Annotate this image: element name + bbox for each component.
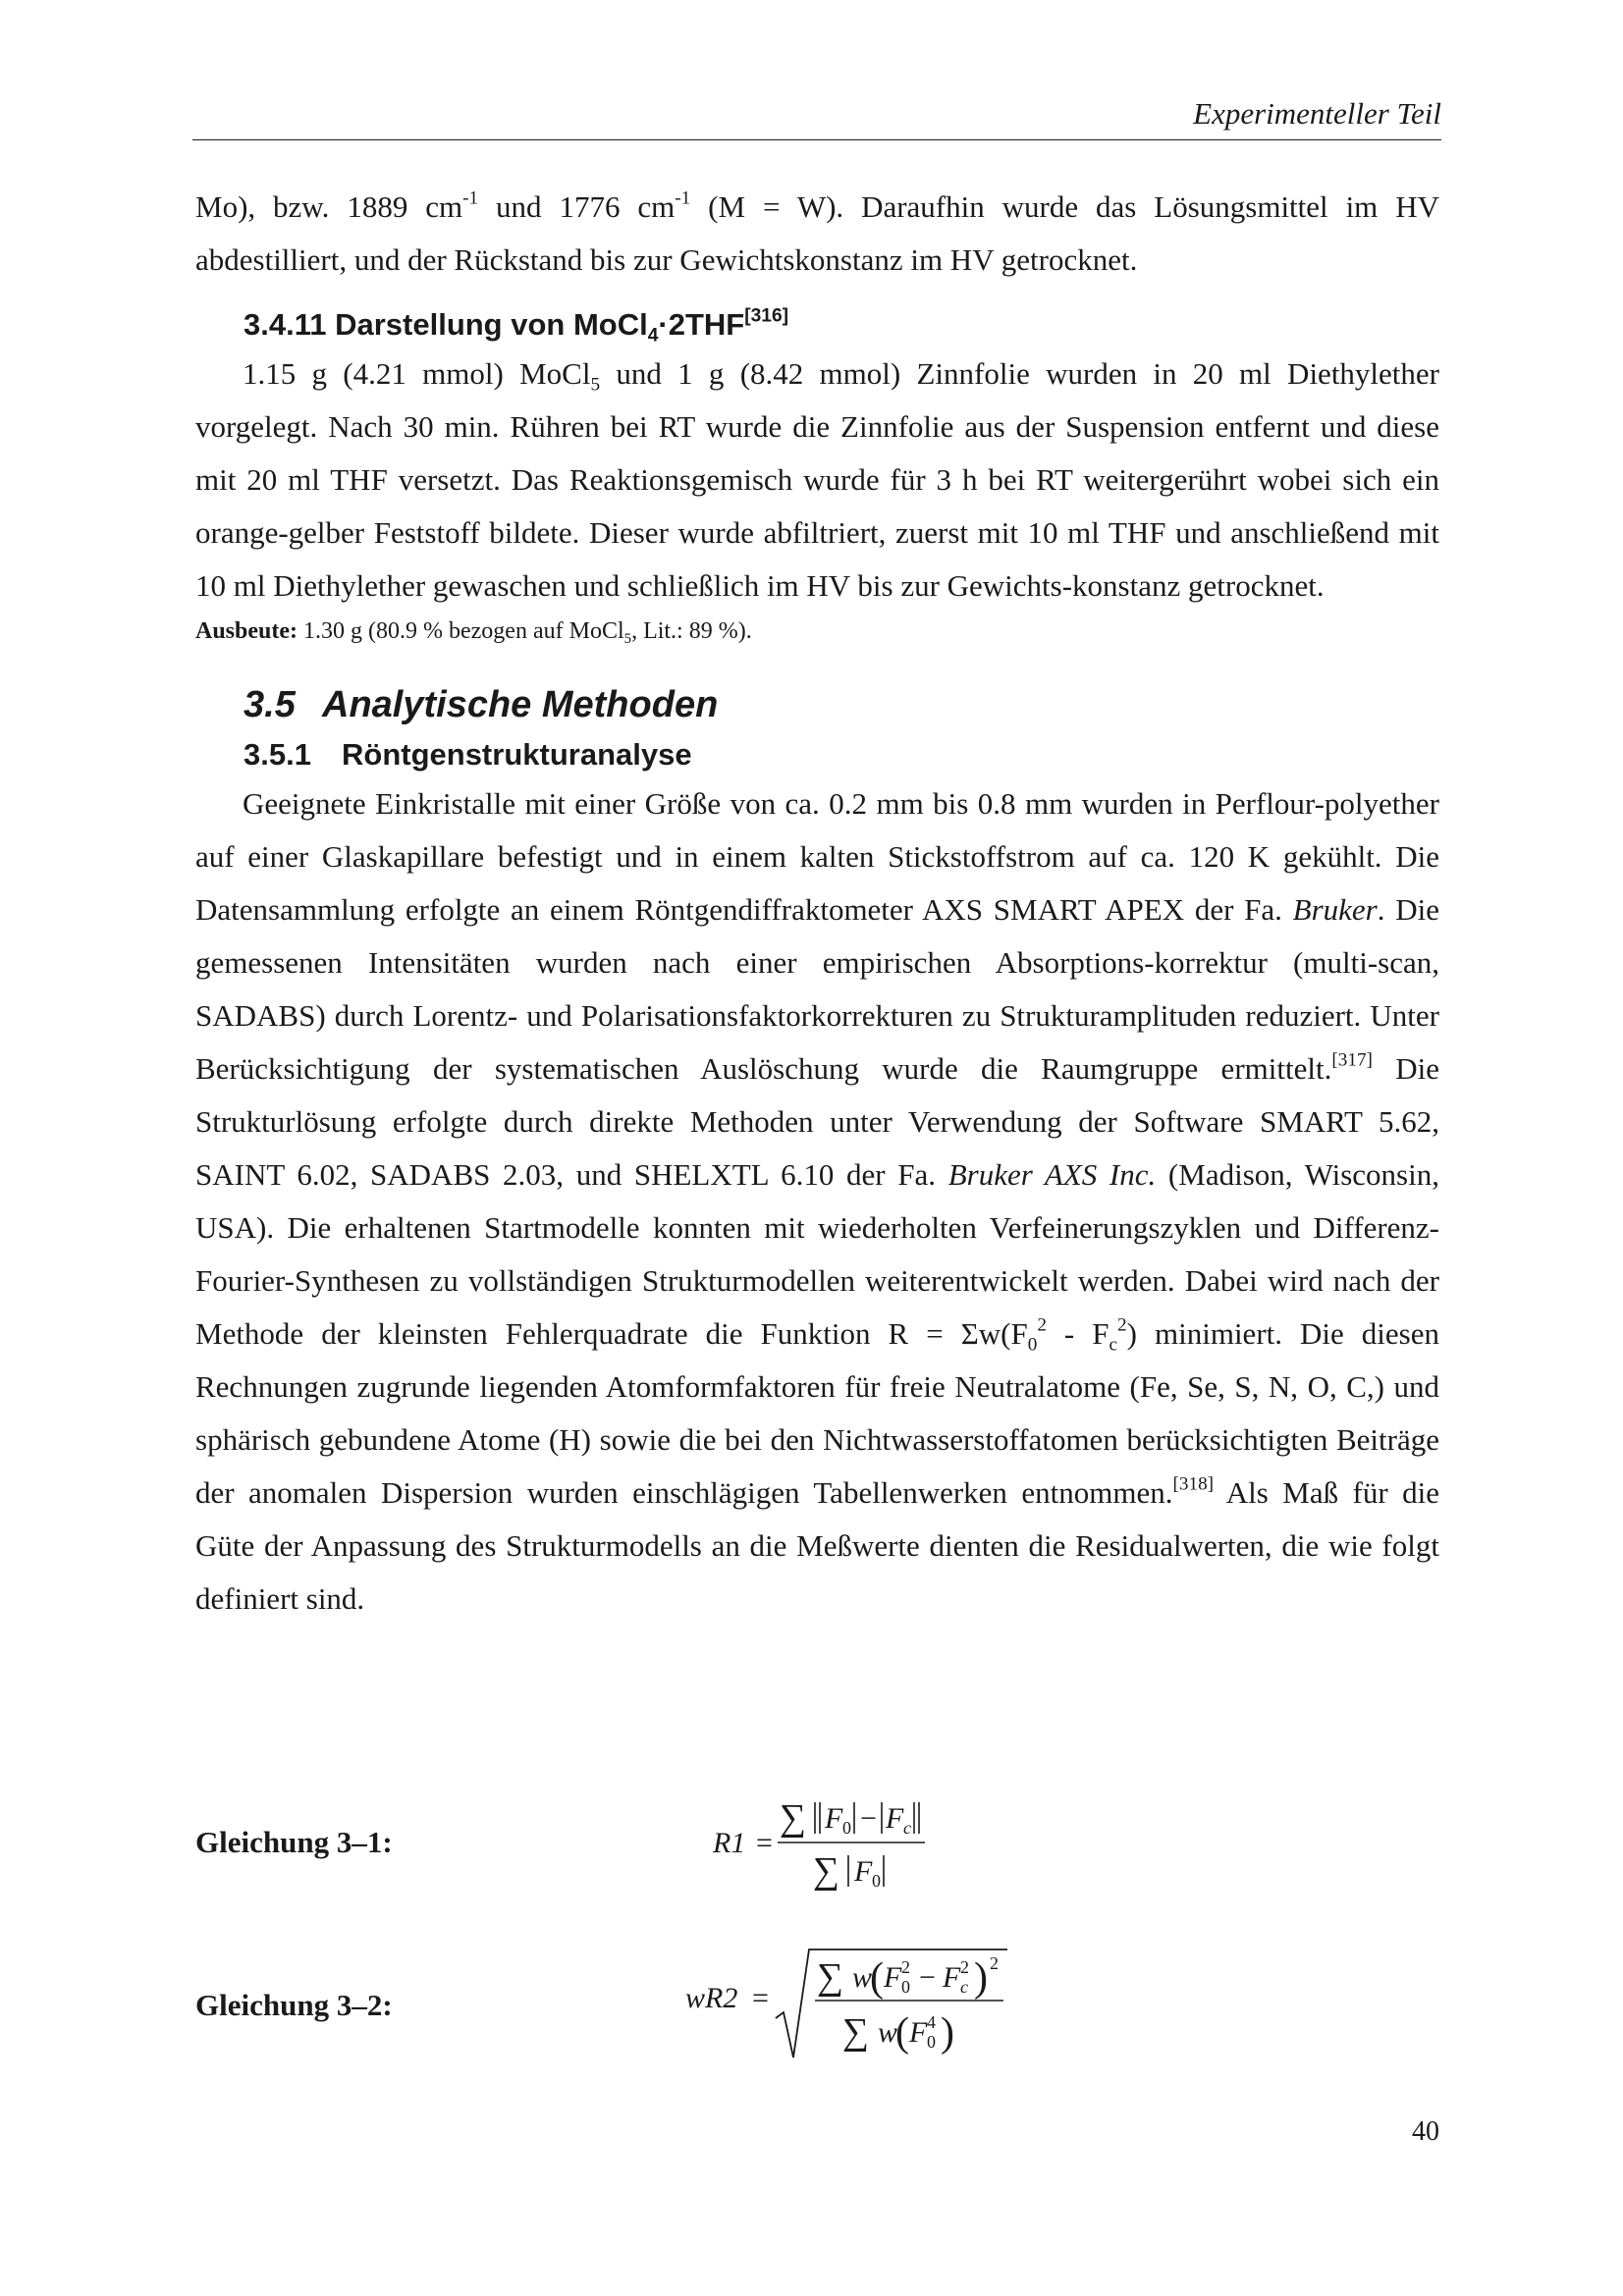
eq2-num-sub0: 0 xyxy=(901,1977,910,1997)
eq2-sum-den: ∑ xyxy=(842,2011,870,2053)
running-header: Experimenteller Teil xyxy=(1193,96,1441,131)
eq2-sum-num: ∑ xyxy=(817,1956,844,1998)
eq2-num-sup2a: 2 xyxy=(901,1957,910,1977)
xray-paragraph: Geeignete Einkristalle mit einer Größe von ca. 0.2 mm bis 0.8 mm wurden in Perflour-polyether auf einer Glaskapillare befestigt und in einem kalten Stickstoffstrom auf ca. 120 K gekühlt. Die Datensammlung erfolgte an einem Röntgendiffraktometer AXS SMART APEX der Fa. Bruker. Die gemessenen Intensitäten wurden nach einer empirischen Absorptions-korrektur (multi-scan, SADABS) durch Lorentz- und Polarisationsfaktorkorrekturen zu Strukturamplituden reduziert. Unter Berücksichtigung der systematischen Auslöschung wurde die Raumgruppe ermittelt.[317] Die Strukturlösung erfolgte durch direkte Methoden unter Verwendung der Software SMART 5.62, SAINT 6.02, SADABS 2.03, und SHELXTL 6.10 der Fa. Bruker AXS Inc. (Madison, Wisconsin, USA). Die erhaltenen Startmodelle konnten mit wiederholten Verfeinerungszyklen und Differenz-Fourier-Synthesen zu vollständigen Strukturmodellen weiterentwickelt werden. Dabei wird nach der Methode der kleinsten Fehlerquadrate die Funktion $R = \Sigma w(F_0^2 - F_c^2)$ minimiert. Die diesen Rechnungen zugrunde liegenden Atomformfaktoren für freie Neutralatome (Fe, Se, S, N, O, C,) und sphärisch gebundene Atome (H) sowie die bei den Nichtwasserstoffatomen berücksichtigten Beiträge der anomalen Dispersion wurden einschlägigen Tabellenwerken entnommen.[318] Als Maß für die Güte der Anpassung des Strukturmodells an die Meßwerte dienten die Residualwerten, die wie folgt definiert sind. xyxy=(195,786,1439,1616)
eq1-minus: − xyxy=(860,1802,877,1835)
eq2-num-subc: c xyxy=(960,1977,968,1997)
eq2-num-F0: F xyxy=(884,1961,902,1994)
equation-3-2-formula xyxy=(677,1942,1031,2071)
section-3-5-heading: 3.5 Analytische Methoden xyxy=(243,684,719,725)
eq2-equals: = xyxy=(752,1982,769,2014)
eq2-paren-open: ( xyxy=(870,1955,884,2001)
eq2-den-F0: F xyxy=(909,2016,928,2049)
eq2-den-sub0: 0 xyxy=(927,2032,936,2052)
eq2-paren-close: ) xyxy=(974,1955,988,2001)
eq1-num-F0: F xyxy=(825,1802,843,1835)
eq1-num-Fc: F xyxy=(886,1802,904,1835)
section-3-4-11-heading: 3.4.11 Darstellung von MoCl$_4$·2THF[316] xyxy=(243,305,789,347)
eq2-den-paren-open: ( xyxy=(895,2010,909,2056)
eq1-den-sub0: 0 xyxy=(872,1871,881,1891)
eq2-den-sup4: 4 xyxy=(927,2012,936,2032)
eq2-den-w: w xyxy=(878,2016,898,2049)
eq1-den-F0: F xyxy=(854,1855,873,1888)
eq1-num-sub0: 0 xyxy=(842,1818,851,1838)
eq2-den-paren-close: ) xyxy=(941,2010,954,2056)
eq2-num-sup2b: 2 xyxy=(960,1957,969,1977)
eq1-sum-num: ∑ xyxy=(780,1797,807,1839)
section-3-5-1-heading: 3.5.1 Röntgenstrukturanalyse xyxy=(243,737,692,772)
eq1-equals: = xyxy=(756,1827,773,1859)
header-rule xyxy=(192,139,1441,140)
equation-3-2-label: Gleichung 3–2: xyxy=(195,1988,393,2022)
eq2-lhs: wR2 xyxy=(685,1982,738,2014)
eq1-lhs: R1 xyxy=(713,1827,746,1859)
eq2-num-outer-sup2: 2 xyxy=(990,1953,999,1973)
eq1-num-subc: c xyxy=(903,1818,911,1838)
equation-3-1-formula xyxy=(699,1787,954,1904)
eq2-num-Fc: F xyxy=(943,1961,961,1994)
equation-3-1-label: Gleichung 3–1: xyxy=(195,1825,393,1859)
intro-paragraph: Mo), bzw. 1889 $cm^{-1}$ und 1776 $cm^{-1}$ (M = W). Daraufhin wurde das Lösungsmittel im HV abdestilliert, und der Rückstand bis zur Gewichtskonstanz im HV getrocknet. xyxy=(195,187,1439,277)
yield-line: Ausbeute: 1.30 g (80.9 % bezogen auf MoCl$_5$, Lit.: 89 %). xyxy=(195,618,752,648)
eq1-sum-den: ∑ xyxy=(813,1850,840,1892)
page-body xyxy=(195,181,1439,1626)
synthesis-paragraph: 1.15 g (4.21 mmol) MoCl$_5$ und 1 g (8.42 mmol) Zinnfolie wurden in 20 ml Diethylether vorgelegt. Nach 30 min. Rühren bei RT wurde die Zinnfolie aus der Suspension entfernt und diese mit 20 ml THF versetzt. Das Reaktionsgemisch wurde für 3 h bei RT weitergerührt wobei sich ein orange-gelber Feststoff bildete. Dieser wurde abfiltriert, zuerst mit 10 ml THF und anschließend mit 10 ml Diethylether gewaschen und schließlich im HV bis zur Gewichts-konstanz getrocknet. xyxy=(195,356,1439,603)
eq2-minus: − xyxy=(919,1961,936,1994)
page-number: 40 xyxy=(1412,2116,1439,2147)
eq2-num-w: w xyxy=(852,1961,873,1994)
